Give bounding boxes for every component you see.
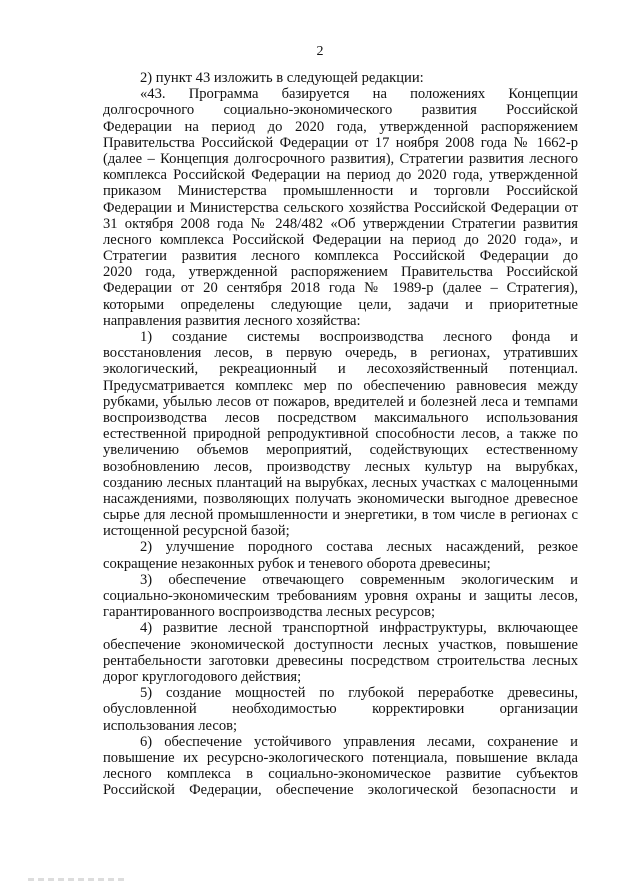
text-line: истощенной ресурсной базой; [103,523,290,540]
text-line: увеличению объемов мероприятий, содействующих естественному [103,442,578,459]
text-line: Правительства Российской Федерации от 17 ноября 2008 года № 1662-р [103,134,578,151]
text-line: 5) создание мощностей по глубокой переработке древесины, [140,685,578,702]
text-line: обеспечение экономической доступности лесных участков, повышение [103,636,578,653]
text-line: 6) обеспечение устойчивого управления лесами, сохранение и [140,733,578,750]
text-line: гарантированного воспроизводства лесных ресурсов; [103,604,436,621]
text-line: социально-экономическим требованиям уровня охраны и защиты лесов, [103,588,578,604]
text-line: естественной природной репродуктивной способности лесов, а также по [103,426,578,443]
text-line: экологический, рекреационный и лесохозяйственный потенциал. [103,361,578,378]
text-line: Федерации от 20 сентября 2018 года № 1989-р (далее – Стратегия), [103,280,578,297]
text-line: восстановления лесов, в первую очередь, в регионах, утративших [103,345,578,362]
text-line: 31 октября 2008 года № 248/482 «Об утверждении Стратегии развития [103,215,578,232]
text-line: 2) улучшение породного состава лесных насаждений, резкое [140,539,578,556]
text-line: использования лесов; [103,717,238,734]
page-number: 2 [316,44,324,59]
text-line: дорог круглогодового действия; [103,668,302,685]
text-line: повышение их ресурсно-экологического потенциала, повышение вклада [103,749,578,766]
text-line: Предусматривается комплекс мер по обеспечению равновесия между [103,377,578,394]
text-line: Федерации и Министерства сельского хозяйства Российской Федерации от [103,199,578,216]
text-line: возобновлению лесов, производству лесных культур на вырубках, [103,458,578,475]
text-line: лесного комплекса Российской Федерации на период до 2020 года», и [103,231,578,248]
text-line: насаждениями, позволяющих получать экономически выгодное древесное [103,490,578,507]
text-line: комплекса Российской Федерации на период до 2020 года, утвержденной [103,167,578,184]
text-line: которыми определены следующие цели, задачи и приоритетные [103,296,578,313]
text-line: Российской Федерации, обеспечение экологической безопасности и [103,782,578,799]
text-line: приказом Министерства промышленности и торговли Российской [103,183,578,200]
text-line: (далее – Концепция долгосрочного развития), Стратегии развития лесного [103,150,578,167]
text-line: 1) создание системы воспроизводства лесного фонда и [140,329,578,345]
text-line: созданию лесных плантаций на вырубках, лесных участках с малоценными [103,474,578,491]
text-line: сокращение незаконных рубок и теневого оборота древесины; [103,555,491,572]
text-line: воспроизводства лесов посредством максимального использования [103,409,578,426]
text-line: лесного комплекса в социально-экономическое развитие субъектов [103,766,578,783]
text-line: долгосрочного социально-экономического развития Российской [103,102,578,119]
text-line: рентабельности заготовки древесины посредством строительства лесных [103,652,578,669]
text-line: 2020 года, утвержденной распоряжением Правительства Российской [103,264,578,281]
text-line: обусловленной необходимостью корректировки организации [103,701,578,718]
text-line: сырье для лесной промышленности и энергетики, в том числе в регионах с [103,507,578,524]
document-body [103,70,578,798]
text-line: 4) развитие лесной транспортной инфраструктуры, включающее [140,620,578,637]
text-line: 2) пункт 43 изложить в следующей редакции: [140,70,424,86]
text-line: Федерации на период до 2020 года, утвержденной распоряжением [103,118,578,135]
text-line: рубками, убылью лесов от пожаров, вредителей и болезней леса и темпами [103,393,578,410]
text-line: 3) обеспечение отвечающего современным экологическим и [140,571,578,588]
scan-artifact [28,878,128,881]
text-line: Стратегии развития лесного комплекса Российской Федерации до [103,248,578,265]
text-line: направления развития лесного хозяйства: [103,312,361,329]
text-line: «43. Программа базируется на положениях Концепции [140,86,578,103]
